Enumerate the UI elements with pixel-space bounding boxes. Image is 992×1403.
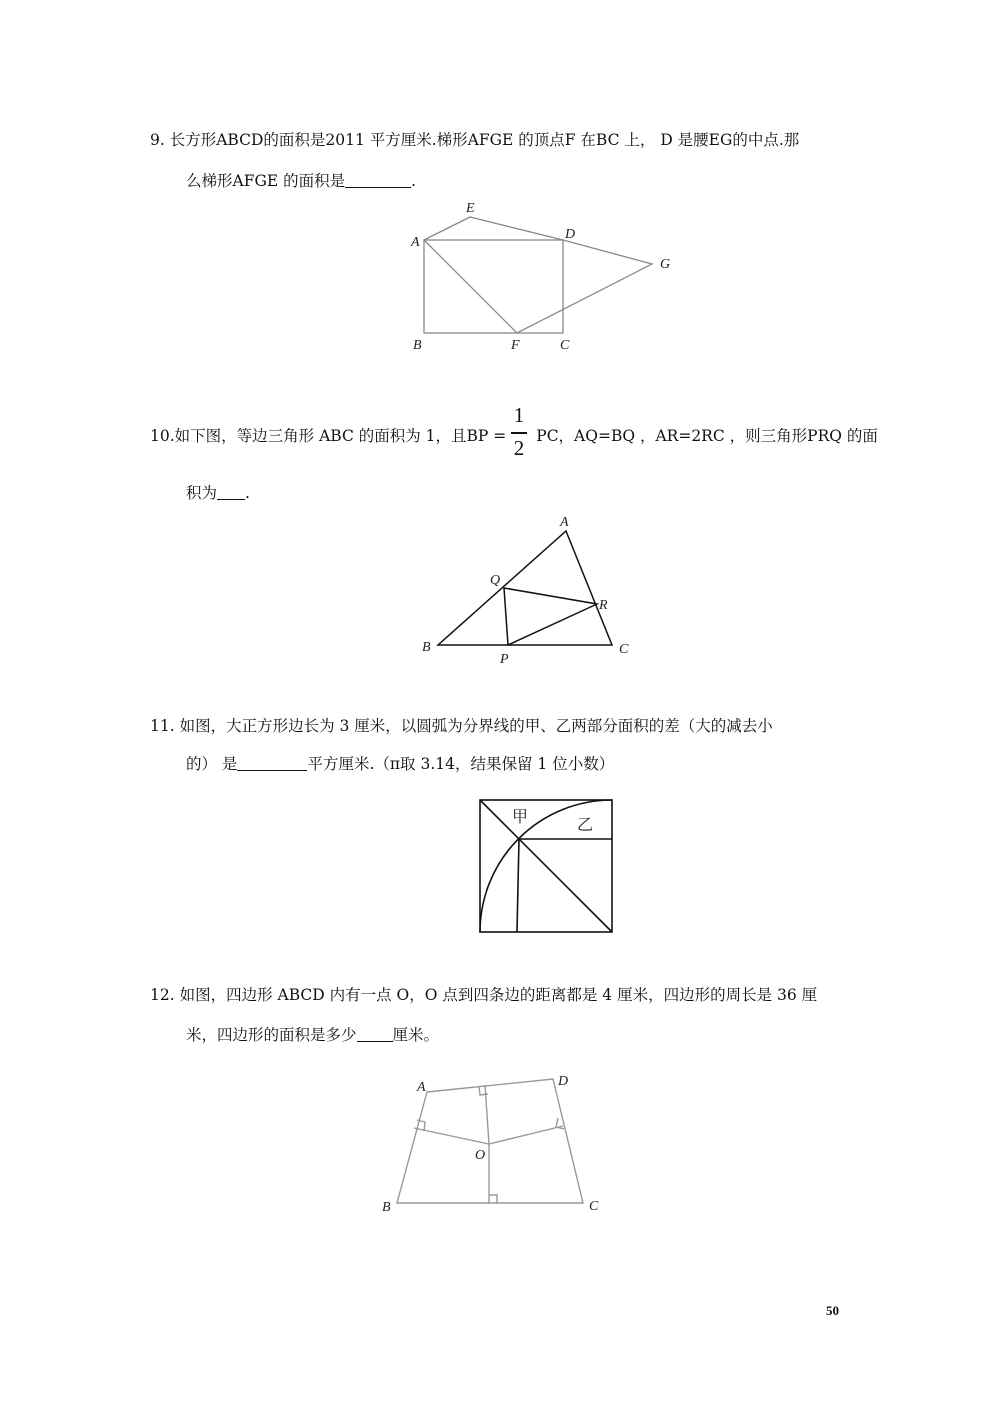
page-number: 50: [826, 1303, 839, 1318]
q10-text-line1-post: PC，AQ=BQ ，AR=2RC ，则三角形PRQ 的面: [536, 427, 878, 445]
q12-perp-left: [414, 1128, 489, 1144]
q12-right-angle-top: [479, 1086, 488, 1095]
q12-label-a: A: [417, 1080, 426, 1095]
q12-text-line1: 12. 如图，四边形 ABCD 内有一点 O，O 点到四条边的距离都是 4 厘米，四边形的周长是 36 厘: [150, 986, 818, 1004]
q11-text-line1: 11. 如图，大正方形边长为 3 厘米，以圆弧为分界线的甲、乙两部分面积的差（大的减去小: [150, 717, 773, 735]
q10-fraction-numerator: 1: [513, 403, 525, 427]
q10-text-line1-pre: 10.如下图，等边三角形 ABC 的面积为 1，且BP =: [150, 427, 507, 445]
q12-label-c: C: [589, 1199, 599, 1214]
q10-label-a: A: [560, 515, 569, 530]
q12-label-b: B: [382, 1200, 391, 1215]
q10-label-c: C: [619, 642, 629, 657]
q10-label-q: Q: [490, 573, 501, 588]
q9-label-a: A: [411, 235, 420, 250]
q12-label-o: O: [475, 1148, 486, 1163]
q12-label-d: D: [558, 1074, 569, 1089]
q9-label-e: E: [466, 201, 475, 216]
q10-label-r: R: [599, 598, 608, 613]
q9-label-b: B: [413, 338, 422, 353]
q12-text-line2-post: 厘米。: [392, 1026, 440, 1044]
q12-quadrilateral-abcd: [397, 1079, 583, 1203]
q9-label-f: F: [511, 338, 520, 353]
q12-text-line2-pre: 米，四边形的面积是多少: [186, 1026, 357, 1044]
q11-label-jia: 甲: [512, 807, 529, 826]
q10-text-line2-post: .: [245, 484, 250, 502]
q9-label-d: D: [565, 227, 576, 242]
q11-text-line2-post: 平方厘米.（π取 3.14，结果保留 1 位小数）: [307, 755, 615, 773]
q9-text-line2-post: .: [411, 172, 417, 190]
q12-perp-right: [489, 1126, 563, 1144]
q9-text-line2-pre: 么梯形AFGE 的面积是: [186, 172, 346, 190]
q10-fraction-denominator: 2: [513, 436, 525, 460]
q11-label-yi: 乙: [577, 815, 594, 834]
q9-text-line1: 9. 长方形ABCD的面积是2011 平方厘米.梯形AFGE 的顶点F 在BC 上， D 是腰EG的中点.那: [150, 131, 800, 149]
q12-right-angle-bottom: [489, 1195, 497, 1203]
q10-label-p: P: [500, 652, 509, 667]
q10-label-b: B: [422, 640, 431, 655]
q11-text-line2-pre: 的） 是: [186, 755, 238, 773]
q9-label-c: C: [560, 338, 570, 353]
q10-text-line2-pre: 积为: [186, 484, 218, 502]
q9-label-g: G: [660, 257, 671, 272]
